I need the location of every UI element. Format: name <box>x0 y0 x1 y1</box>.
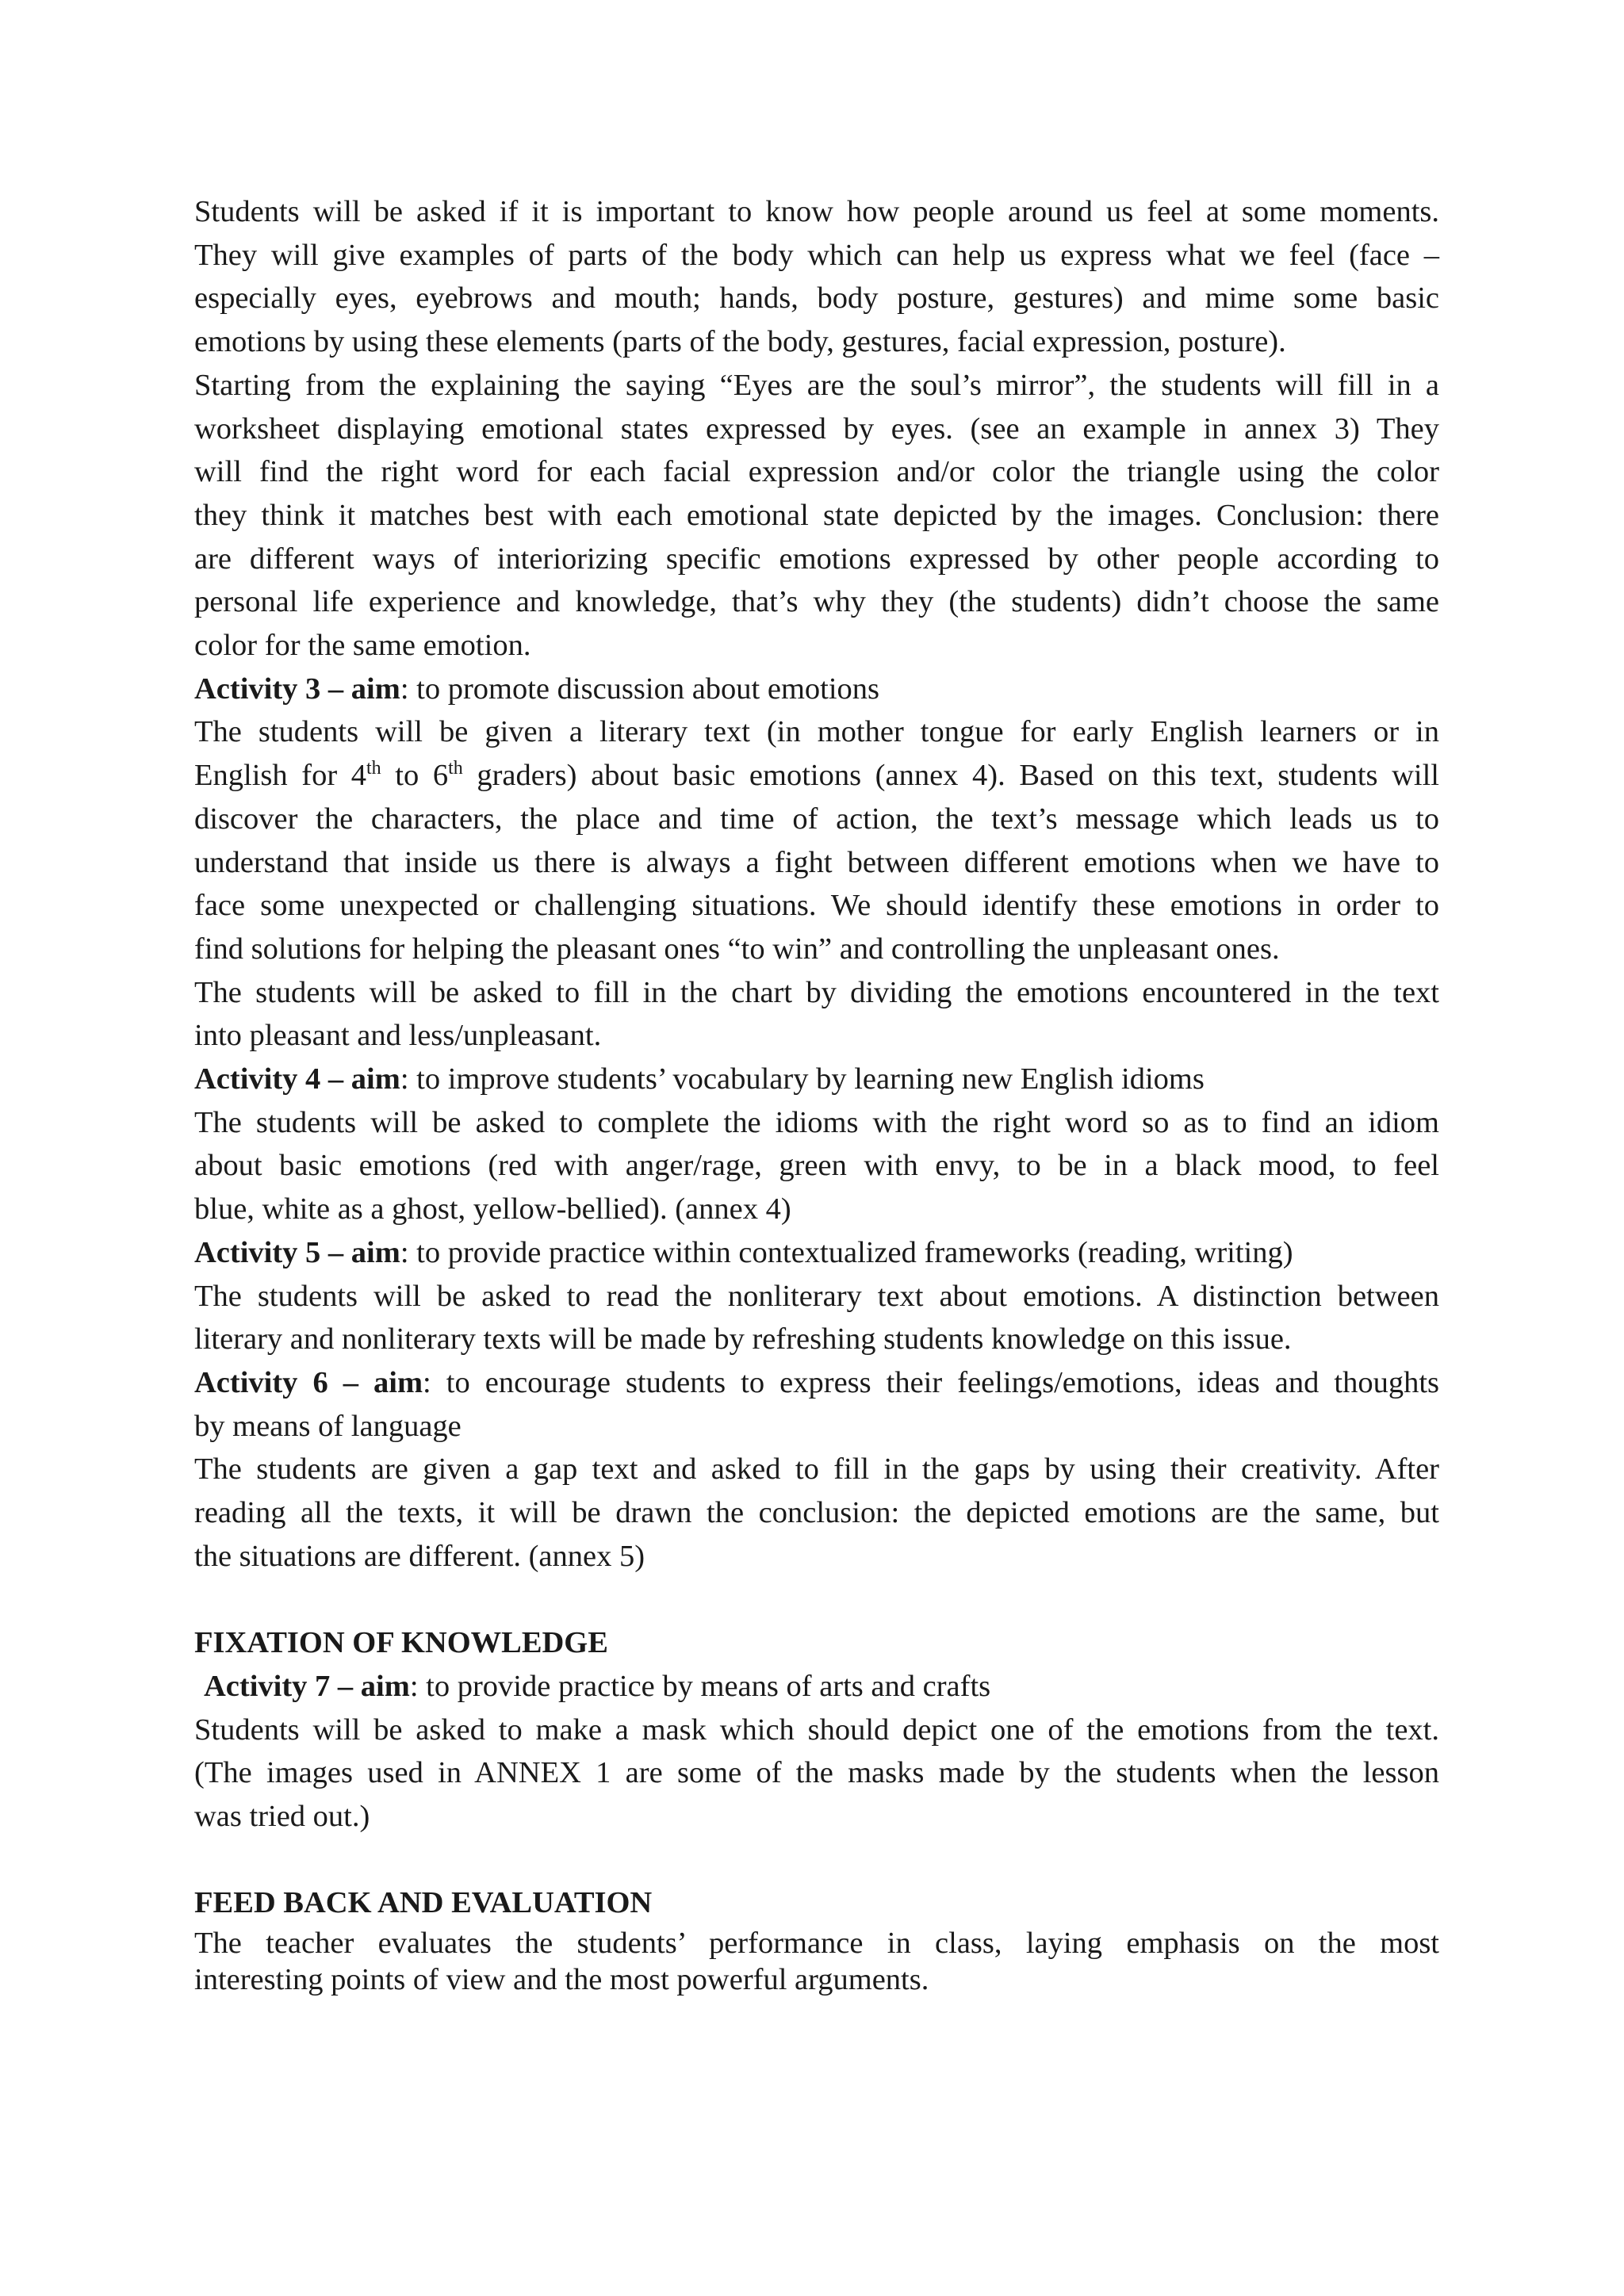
section-spacer <box>194 1578 1439 1622</box>
text-line: will find the right word for each facial expression and/or color the triangle using the color <box>194 455 1439 489</box>
section-spacer <box>194 1839 1439 1882</box>
text-line: Students will be asked to make a mask which should depict one of the emotions from the text. <box>194 1712 1439 1747</box>
text-line: color for the same emotion. <box>194 629 531 663</box>
activity-aim: : to promote discussion about emotions <box>400 672 880 706</box>
text-line: into pleasant and less/unpleasant. <box>194 1019 602 1053</box>
text-line: The students will be asked to complete the idioms with the right word so as to find an idiom <box>194 1105 1439 1139</box>
activity-aim: : to provide practice by means of arts and crafts <box>409 1669 991 1703</box>
section-heading: FIXATION OF KNOWLEDGE <box>194 1626 608 1660</box>
intro-paragraph <box>194 190 1439 668</box>
text-line: face some unexpected or challenging situations. We should identify these emotions in order to <box>194 889 1439 923</box>
activity-label: Activity 7 – aim <box>204 1669 410 1703</box>
activity-4-heading <box>194 1058 1439 1101</box>
text-line: The students will be asked to read the nonliterary text about emotions. A distinction between <box>194 1279 1439 1313</box>
text-line: are different ways of interiorizing specific emotions expressed by other people according to <box>194 541 1439 576</box>
text-line: discover the characters, the place and time of action, the text’s message which leads us to <box>194 802 1439 836</box>
text-line: blue, white as a ghost, yellow-bellied). (annex 4) <box>194 1192 791 1226</box>
text-line: personal life experience and knowledge, that’s why they (the students) didn’t choose the same <box>194 585 1439 619</box>
text-line: by means of language <box>194 1409 462 1443</box>
text-line: the situations are different. (annex 5) <box>194 1539 645 1573</box>
activity-5-section <box>194 1231 1439 1361</box>
text-line: The students are given a gap text and asked to fill in the gaps by using their creativity. After <box>194 1452 1439 1487</box>
text-fragment: English for 4 <box>194 759 366 793</box>
activity-6-section <box>194 1361 1439 1578</box>
text-line: they think it matches best with each emotional state depicted by the images. Conclusion: there <box>194 498 1439 532</box>
text-line: was tried out.) <box>194 1800 370 1833</box>
document-page <box>194 190 1439 1998</box>
activity-aim: : to improve students’ vocabulary by learning new English idioms <box>400 1062 1205 1096</box>
text-line: literary and nonliterary texts will be made by refreshing students knowledge on this issue. <box>194 1322 1292 1357</box>
feedback-section <box>194 1881 1439 1998</box>
superscript: th <box>448 758 463 779</box>
text-line: interesting points of view and the most powerful arguments. <box>194 1963 929 1997</box>
text-line: Starting from the explaining the saying “Eyes are the soul’s mirror”, the students will fill in a <box>194 368 1439 402</box>
activity-4-section <box>194 1058 1439 1231</box>
activity-aim: : to encourage students to express their feelings/emotions, ideas and thoughts <box>423 1365 1439 1399</box>
activity-label: Activity 4 – aim <box>194 1062 400 1096</box>
text-fragment: to 6 <box>381 759 449 793</box>
activity-3-heading <box>194 668 1439 711</box>
text-line <box>194 754 1439 798</box>
text-line: especially eyes, eyebrows and mouth; hands, body posture, gestures) and mime some basic <box>194 281 1439 316</box>
text-line: The students will be given a literary text (in mother tongue for early English learners or in <box>194 715 1439 749</box>
fixation-section <box>194 1621 1439 1839</box>
activity-3-section <box>194 668 1439 1058</box>
activity-6-heading <box>194 1361 1439 1405</box>
superscript: th <box>366 758 381 779</box>
activity-aim: : to provide practice within contextualized frameworks (reading, writing) <box>400 1235 1293 1269</box>
section-heading: FEED BACK AND EVALUATION <box>194 1886 653 1920</box>
text-line: worksheet displaying emotional states expressed by eyes. (see an example in annex 3) They <box>194 411 1439 446</box>
text-line: Students will be asked if it is important to know how people around us feel at some moments. <box>194 195 1439 228</box>
activity-label: Activity 5 – aim <box>194 1235 400 1269</box>
text-line: They will give examples of parts of the body which can help us express what we feel (face – <box>194 238 1439 272</box>
activity-5-heading <box>194 1231 1439 1275</box>
text-line: find solutions for helping the pleasant ones “to win” and controlling the unpleasant ones. <box>194 932 1280 966</box>
activity-label: Activity 6 – aim <box>194 1365 423 1399</box>
text-fragment: graders) about basic emotions (annex 4). Based on this text, students will <box>462 759 1439 793</box>
text-line: The teacher evaluates the students’ performance in class, laying emphasis on the most <box>194 1927 1439 1961</box>
text-line: emotions by using these elements (parts of the body, gestures, facial expression, posture). <box>194 325 1286 359</box>
text-line: The students will be asked to fill in the chart by dividing the emotions encountered in the text <box>194 975 1439 1009</box>
activity-7-heading <box>194 1665 1439 1709</box>
activity-label: Activity 3 – aim <box>194 672 400 706</box>
text-line: about basic emotions (red with anger/rage, green with envy, to be in a black mood, to feel <box>194 1149 1439 1183</box>
text-line: (The images used in ANNEX 1 are some of the masks made by the students when the lesson <box>194 1756 1439 1790</box>
text-line: reading all the texts, it will be drawn the conclusion: the depicted emotions are the same, but <box>194 1496 1439 1530</box>
text-line: understand that inside us there is always a fight between different emotions when we have to <box>194 845 1439 879</box>
